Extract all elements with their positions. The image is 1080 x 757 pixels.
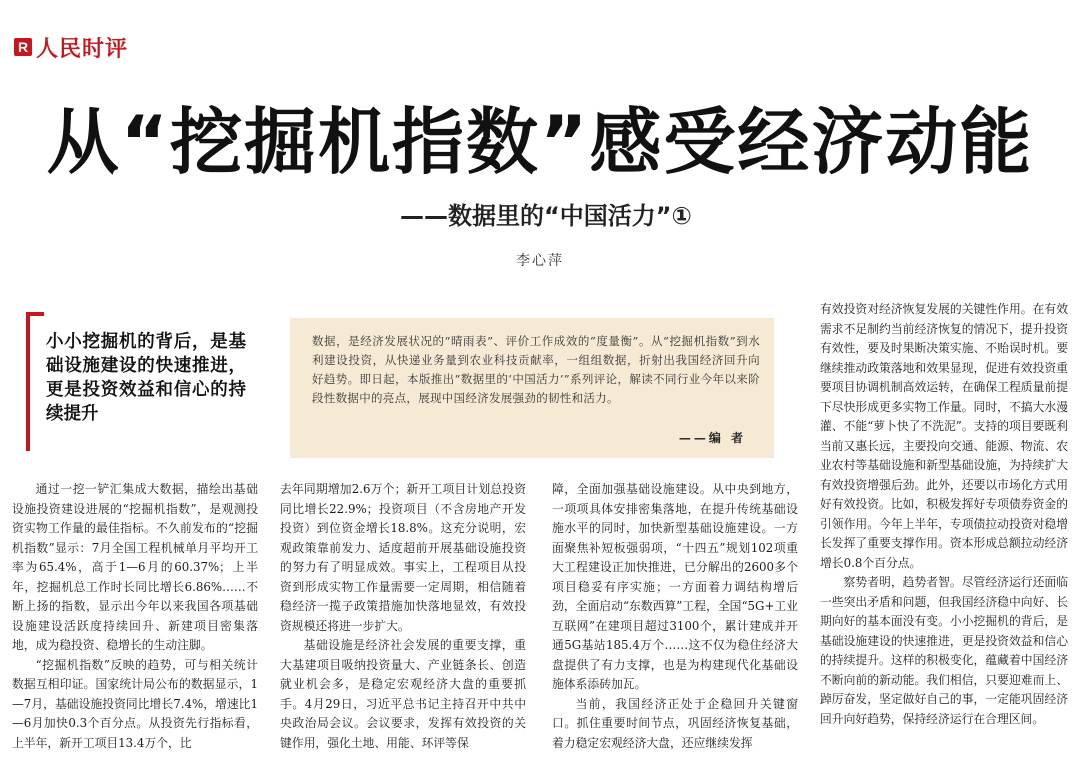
article-column-3 xyxy=(552,480,798,752)
paragraph: 察势者明，趋势者智。尽管经济运行还面临一些突出矛盾和问题，但我国经济稳中向好、长期向好的基本面没有变。小小挖掘机的背后，是基础设施建设的快速推进，更是投资效益和信心的持续提升。这样的积极变化，蕴藏着中国经济不断向前的新动能。我们相信，只要迎难而上、踔厉奋发，坚定做好自己的事，一定能巩固经济回升向好趋势，保持经济运行在合理区间。 xyxy=(820,575,1068,726)
article-author: 李心萍 xyxy=(516,253,564,269)
article-column-1 xyxy=(12,480,258,752)
editor-note-text: 数据，是经济发展状况的“晴雨表”、评价工作成效的“度量衡”。从“挖掘机指数”到水利建设投资，从快递业务量到农业科技贡献率，一组组数据，折射出我国经济回升向好趋势。即日起，本版推出“数据里的‘中国活力’”系列评论，解读不同行业今年以来阶段性数据中的亮点，展现中国经济发展强劲的韧性和活力。 xyxy=(312,334,760,405)
paragraph: 障，全面加强基础设施建设。从中央到地方，一项项具体安排密集落地，在提升传统基础设施水平的同时，加快新型基础设施建设。一方面聚焦补短板强弱项，“十四五”规划102项重大工程建设正加快推进，已分解出的2600多个项目稳妥有序实施；一方面着力调结构增后劲，全面启动“东数西算”工程，全国“5G+工业互联网”在建项目超过3100个，累计建成并开通5G基站185.4万个……这不仅为稳住经济大盘提供了有力支撑，也是为构建现代化基础设施体系添砖加瓦。 xyxy=(552,482,798,691)
article-subtitle: ——数据里的“中国活力”① xyxy=(400,202,692,230)
article-headline: 从“挖掘机指数”感受经济动能 xyxy=(46,100,1034,184)
brand-logo-icon: R xyxy=(14,38,32,56)
brand-title: 人民时评 xyxy=(36,35,129,61)
pull-quote-text: 小小挖掘机的背后，是基础设施建设的快速推进，更是投资效益和信心的持续提升 xyxy=(46,332,246,424)
paragraph: 当前，我国经济正处于企稳回升关键窗口。抓住重要时间节点，巩固经济恢复基础，着力稳定宏观经济大盘，还应继续发挥 xyxy=(552,696,798,750)
article-column-2 xyxy=(280,480,526,752)
paragraph: 去年同期增加2.6万个；新开工项目计划总投资同比增长22.9%；投资项目（不含房地产开发投资）到位资金增长18.8%。这充分说明，宏观政策靠前发力、适度超前开展基础设施投资的努力有了明显成效。事实上，工程项目从投资到形成实物工作量需要一定周期，相信随着稳经济一揽子政策措施加快落地显效，有效投资规模还将进一步扩大。 xyxy=(280,482,526,633)
paragraph: 通过一挖一铲汇集成大数据，描绘出基础设施投资建设进展的“挖掘机指数”，是观测投资实物工作量的最佳指标。不久前发布的“挖掘机指数”显示：7月全国工程机械单月平均开工率为65.4%，高于1—6月的60.37%；上半年，挖掘机总工作时长同比增长6.86%……不断上扬的指数，显示出今年以来我国各项基础设施建设活跃度持续回升、新建项目密集落地，成为稳投资、稳增长的生动注脚。 xyxy=(12,482,258,652)
paragraph: 基础设施是经济社会发展的重要支撑，重大基建项目吸纳投资量大、产业链条长、创造就业机会多，是稳定宏观经济大盘的重要抓手。4月29日，习近平总书记主持召开中共中央政治局会议。会议要求，发挥有效投资的关键作用，强化土地、用能、环评等保 xyxy=(280,638,526,750)
pull-quote xyxy=(26,312,244,452)
paragraph: “挖掘机指数”反映的趋势，可与相关统计数据互相印证。国家统计局公布的数据显示，1—7月，基础设施投资同比增长7.4%，增速比1—6月加快0.3个百分点。从投资先行指标看，上半年，新开工项目13.4万个，比 xyxy=(12,657,258,750)
paragraph: 有效投资对经济恢复发展的关键性作用。在有效需求不足制约当前经济恢复的情况下，提升投资有效性，要及时果断决策实施、不贻误时机。要继续推动政策落地和效果显现，促进有效投资重要项目协调机制高效运转，在确保工程质量前提下尽快形成更多实物工作量。同时，不搞大水漫灌、不能“萝卜快了不洗泥”。支持的项目要既利当前又惠长远，主要投向交通、能源、物流、农业农村等基础设施和新型基础设施，为持续扩大有效投资增强后劲。此外，还要以市场化方式用好有效投资。比如，积极发挥好专项债券资金的引领作用。今年上半年，专项债拉动投资对稳增长发挥了重要支撑作用。资本形成总额拉动经济增长0.8个百分点。 xyxy=(820,302,1068,570)
pull-quote-bracket xyxy=(26,312,44,451)
editor-note-signature: ——编 者 xyxy=(678,431,746,445)
article-column-4 xyxy=(820,300,1068,752)
editor-note xyxy=(290,318,774,458)
brand-header xyxy=(14,30,128,64)
